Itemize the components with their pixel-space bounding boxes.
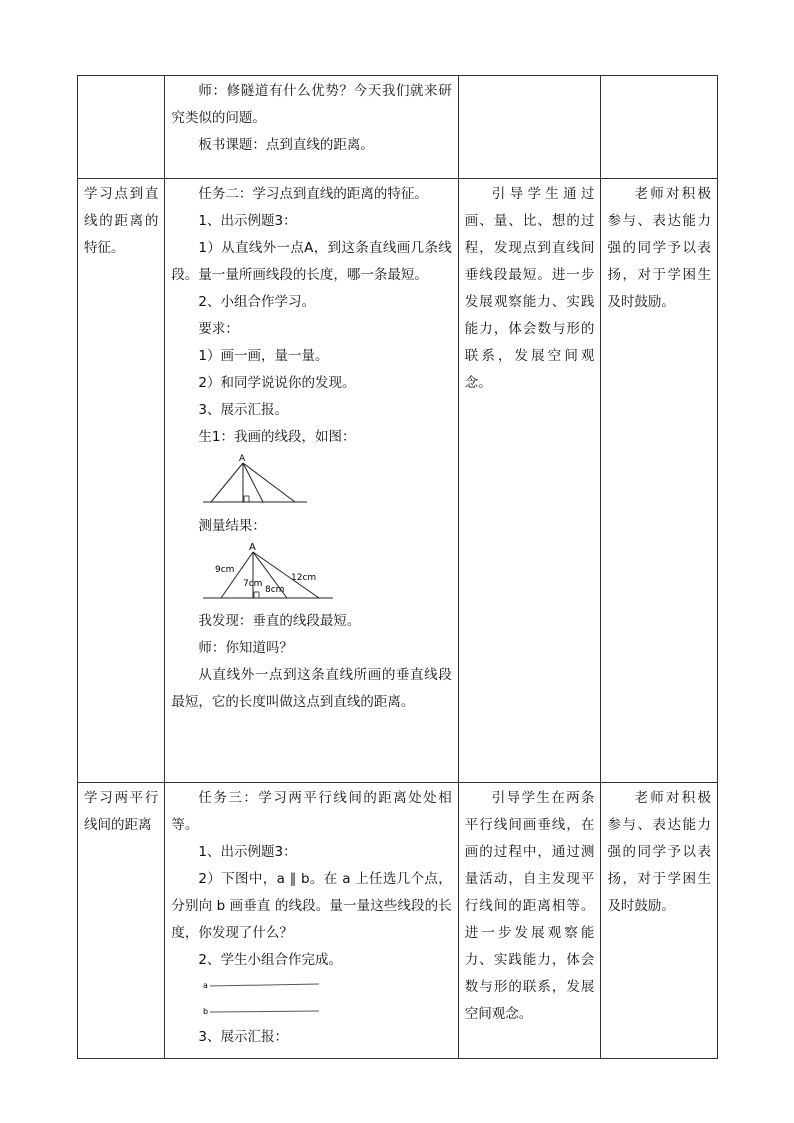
content-paragraph: 2）下图中，a ∥ b。在 a 上任选几个点，分别向 b 画垂直 的线段。量一量这些线段的长度，你发现了什么？	[171, 871, 452, 941]
point-label: A	[249, 542, 257, 553]
stage-cell: 学习点到直线的距离的特征。	[78, 179, 165, 783]
content-paragraph: 师：修隧道有什么优势？今天我们就来研究类似的问题。	[171, 83, 452, 126]
content-paragraph: 我发现：垂直的线段最短。	[198, 613, 361, 629]
stage-cell	[78, 76, 165, 179]
content-cell	[165, 783, 458, 1059]
measure-label: 12cm	[291, 573, 317, 583]
content-paragraph: 1）从直线外一点A，到这条直线画几条线段。量一量所画线段的长度，哪一条最短。	[171, 240, 452, 283]
lesson-plan-table	[77, 75, 718, 1059]
content-paragraph: 1、出示例题3：	[198, 213, 297, 229]
content-cell	[165, 76, 458, 179]
measurement-figure	[201, 542, 341, 604]
table-row	[78, 179, 718, 783]
measure-label: 9cm	[215, 565, 235, 575]
content-paragraph: 师：你知道吗？	[198, 640, 293, 656]
evaluation-cell	[601, 76, 718, 179]
content-paragraph: 1）画一画，量一量。	[198, 348, 329, 364]
content-paragraph: 任务三：学习两平行线间的距离处处相等。	[171, 790, 452, 833]
evaluation-cell: 老师对积极参与、表达能力强的同学予以表扬，对于学困生及时鼓励。	[601, 179, 718, 783]
line-label: a	[203, 981, 209, 990]
evaluation-cell: 老师对积极参与、表达能力强的同学予以表扬，对于学困生及时鼓励。	[601, 783, 718, 1059]
content-cell	[165, 179, 458, 783]
line-label: b	[203, 1007, 209, 1016]
content-paragraph: 测量结果：	[198, 518, 266, 534]
parallel-lines-figure	[201, 976, 331, 1020]
content-paragraph: 3、展示汇报。	[198, 402, 288, 418]
table-row	[78, 76, 718, 179]
content-paragraph: 2）和同学说说你的发现。	[198, 375, 356, 391]
intent-cell: 引导学生在两条平行线间画垂线，在画的过程中，通过测量活动，自主发现平行线间的距离相等。进一步发展观察能力、实践能力，体会数与形的联系，发展空间观念。	[458, 783, 601, 1059]
perpendicular-figure	[201, 453, 311, 509]
content-paragraph: 2、小组合作学习。	[198, 294, 315, 310]
table-row	[78, 783, 718, 1059]
intent-cell	[458, 76, 601, 179]
point-label: A	[239, 454, 246, 464]
content-paragraph: 从直线外一点到这条直线所画的垂直线段最短，它的长度叫做这点到直线的距离。	[171, 667, 452, 710]
measure-label: 8cm	[265, 585, 285, 595]
intent-cell: 引导学生通过画、量、比、想的过程，发现点到直线间垂线段最短。进一步发展观察能力、实践能力，体会数与形的联系，发展空间观念。	[458, 179, 601, 783]
content-paragraph: 2、学生小组合作完成。	[198, 952, 342, 968]
stage-cell: 学习两平行线间的距离	[78, 783, 165, 1059]
content-paragraph: 任务二：学习点到直线的距离的特征。	[198, 186, 428, 202]
measure-label: 7cm	[243, 579, 263, 589]
content-paragraph: 要求：	[198, 321, 239, 337]
content-paragraph: 板书课题：点到直线的距离。	[198, 137, 374, 153]
content-paragraph: 3、展示汇报：	[198, 1029, 288, 1045]
content-paragraph: 1、出示例题3：	[198, 844, 297, 860]
content-paragraph: 生1：我画的线段，如图：	[198, 429, 356, 445]
